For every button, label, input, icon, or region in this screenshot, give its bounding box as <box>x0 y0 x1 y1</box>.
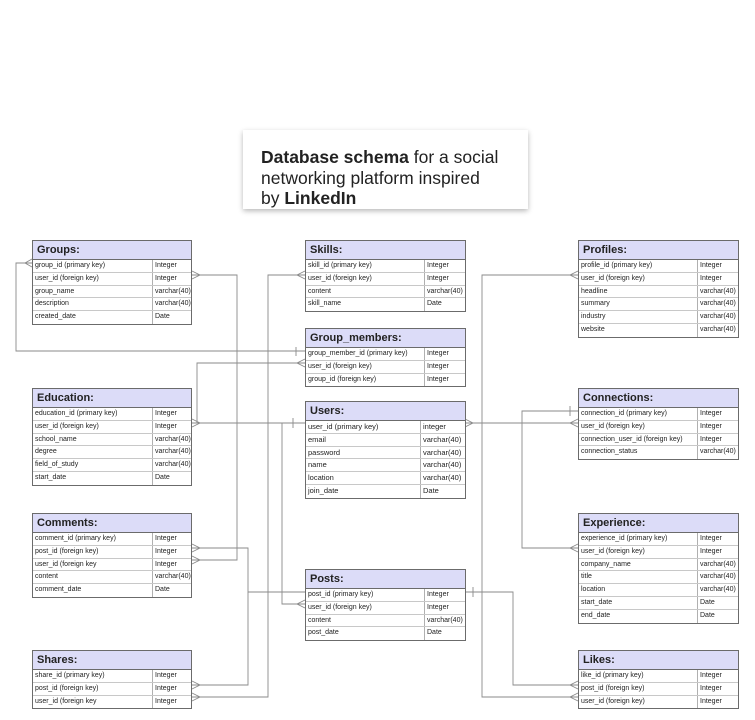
entity-connections[interactable] <box>578 388 739 460</box>
field-name: start_date <box>579 597 698 609</box>
field-name: group_name <box>33 286 153 298</box>
field-row <box>306 615 465 628</box>
field-row <box>306 459 465 472</box>
field-type: varchar(40) <box>427 616 463 624</box>
field-type: varchar(40) <box>155 573 191 581</box>
field-name: field_of_study <box>33 459 153 471</box>
field-type: Integer <box>427 362 449 370</box>
field-row <box>579 421 738 434</box>
comments-to-users-line <box>192 423 237 560</box>
field-row <box>33 408 191 421</box>
field-name: name <box>306 459 421 471</box>
field-row <box>33 446 191 459</box>
field-name: post_id (foreign key) <box>33 546 153 558</box>
field-type: varchar(40) <box>700 325 736 333</box>
comments-to-posts-line <box>192 548 307 592</box>
field-name: start_date <box>33 472 153 485</box>
field-name: user_id (foreign key) <box>306 273 425 285</box>
field-row <box>33 298 191 311</box>
entity-title: Profiles: <box>579 241 738 260</box>
entity-title: Experience: <box>579 514 738 533</box>
entity-title: Connections: <box>579 389 738 408</box>
field-name: user_id (foreign key) <box>306 361 425 373</box>
field-type: Integer <box>700 274 722 282</box>
field-row <box>306 348 465 361</box>
field-name: user_id (primary key) <box>306 421 421 433</box>
entity-title: Comments: <box>33 514 191 533</box>
field-type: varchar(40) <box>423 473 462 483</box>
field-type: varchar(40) <box>155 435 191 443</box>
entity-title: Users: <box>306 402 465 421</box>
entity-posts[interactable] <box>305 569 466 641</box>
field-type: varchar(40) <box>700 313 736 321</box>
field-row <box>579 273 738 286</box>
field-type: varchar(40) <box>700 448 736 456</box>
field-type: Integer <box>155 422 177 430</box>
field-type: Integer <box>155 274 177 282</box>
field-row <box>33 559 191 572</box>
field-type: varchar(40) <box>423 434 462 444</box>
field-row <box>579 559 738 572</box>
field-row <box>579 446 738 459</box>
entity-skills[interactable] <box>305 240 466 312</box>
field-row <box>579 324 738 337</box>
field-name: profile_id (primary key) <box>579 260 698 272</box>
field-type: Integer <box>700 410 722 417</box>
field-name: connection_user_id (foreign key) <box>579 434 698 446</box>
field-name: email <box>306 434 421 446</box>
field-row <box>306 472 465 485</box>
field-type: varchar(40) <box>700 573 736 581</box>
field-row <box>579 597 738 610</box>
users-to-likes-line <box>482 423 578 697</box>
field-type: Integer <box>427 375 449 383</box>
field-type: Integer <box>155 410 177 417</box>
field-row <box>33 286 191 299</box>
field-name: user_id (foreign key) <box>579 696 698 709</box>
field-row <box>33 472 191 485</box>
field-name: skill_name <box>306 298 425 311</box>
field-row <box>33 311 191 324</box>
field-type: Integer <box>700 547 722 555</box>
entity-group-members[interactable] <box>305 328 466 387</box>
field-name: post_id (foreign key) <box>579 683 698 695</box>
field-name: user_id (foreign key <box>33 559 153 571</box>
users-to-experience-line <box>522 423 578 548</box>
field-row <box>33 696 191 709</box>
field-row <box>306 602 465 615</box>
field-row <box>33 546 191 559</box>
entity-likes[interactable] <box>578 650 739 709</box>
field-type: Integer <box>427 274 449 282</box>
field-row <box>579 434 738 447</box>
field-name: summary <box>579 298 698 310</box>
entity-shares[interactable] <box>32 650 192 709</box>
field-type: Integer <box>155 547 177 555</box>
field-name: user_id (foreign key) <box>579 546 698 558</box>
title-text-part: for a social <box>408 147 499 167</box>
shares-to-posts-line <box>192 592 248 685</box>
field-row <box>579 571 738 584</box>
field-type: Integer <box>427 591 449 598</box>
field-type: varchar(40) <box>700 560 736 568</box>
field-row <box>33 459 191 472</box>
field-name: education_id (primary key) <box>33 408 153 420</box>
field-type: varchar(40) <box>423 460 462 470</box>
diagram-title <box>243 130 528 209</box>
field-name: company_name <box>579 559 698 571</box>
users-to-profiles-line <box>465 275 578 423</box>
entity-education[interactable] <box>32 388 192 486</box>
field-name: description <box>33 298 153 310</box>
field-type: Date <box>155 473 170 481</box>
field-row <box>579 696 738 709</box>
field-name: group_member_id (primary key) <box>306 348 425 360</box>
field-name: password <box>306 447 421 459</box>
field-row <box>306 447 465 460</box>
field-row <box>306 485 465 498</box>
field-name: experience_id (primary key) <box>579 533 698 545</box>
field-name: connection_status <box>579 446 698 459</box>
field-type: Integer <box>155 560 177 568</box>
field-type: Integer <box>155 262 177 269</box>
field-type: varchar(40) <box>700 300 736 308</box>
field-name: degree <box>33 446 153 458</box>
field-type: Date <box>423 485 439 495</box>
field-name: website <box>579 324 698 337</box>
entity-profiles[interactable] <box>578 240 739 338</box>
field-type: Integer <box>700 435 722 443</box>
field-type: Date <box>427 300 442 308</box>
field-type: varchar(40) <box>700 287 736 295</box>
field-type: varchar(40) <box>155 287 191 295</box>
field-name: post_id (foreign key) <box>33 683 153 695</box>
entity-users[interactable] <box>305 401 466 499</box>
field-type: Integer <box>700 697 722 705</box>
field-name: group_id (foreign key) <box>306 374 425 387</box>
field-row <box>579 584 738 597</box>
field-name: end_date <box>579 610 698 623</box>
field-row <box>33 670 191 683</box>
field-type: Integer <box>700 422 722 430</box>
field-row <box>306 298 465 311</box>
field-name: comment_id (primary key) <box>33 533 153 545</box>
field-row <box>306 627 465 640</box>
field-row <box>306 374 465 387</box>
title-bold-part: Database schema <box>261 147 409 167</box>
field-name: headline <box>579 286 698 298</box>
skills-to-users-line <box>268 275 305 423</box>
field-name: school_name <box>33 434 153 446</box>
field-name: industry <box>579 311 698 323</box>
entity-title: Skills: <box>306 241 465 260</box>
field-row <box>306 273 465 286</box>
entity-title: Posts: <box>306 570 465 589</box>
field-type: Integer <box>700 535 722 542</box>
field-row <box>306 260 465 273</box>
field-row <box>306 286 465 299</box>
field-name: group_id (primary key) <box>33 260 153 272</box>
field-type: Integer <box>700 672 722 679</box>
field-row <box>579 610 738 623</box>
groups-to-users-line <box>192 275 307 423</box>
title-bold-part: LinkedIn <box>284 188 357 208</box>
field-row <box>33 273 191 286</box>
field-name: location <box>579 584 698 596</box>
entity-title: Groups: <box>33 241 191 260</box>
field-name: connection_id (primary key) <box>579 408 698 420</box>
field-row <box>33 571 191 584</box>
field-name: title <box>579 571 698 583</box>
field-name: content <box>306 286 425 298</box>
field-name: share_id (primary key) <box>33 670 153 682</box>
field-row <box>33 260 191 273</box>
title-text-part: by <box>261 188 285 208</box>
entity-title: Shares: <box>33 651 191 670</box>
field-row <box>306 421 465 434</box>
field-name: post_date <box>306 627 425 640</box>
field-type: Date <box>700 598 715 606</box>
field-type: varchar(40) <box>423 447 462 457</box>
field-row <box>33 683 191 696</box>
entity-groups[interactable] <box>32 240 192 325</box>
field-row <box>579 533 738 546</box>
field-type: varchar(40) <box>155 461 191 469</box>
field-row <box>306 434 465 447</box>
field-row <box>579 683 738 696</box>
field-name: content <box>306 615 425 627</box>
field-name: join_date <box>306 485 421 498</box>
field-type: varchar(40) <box>700 586 736 594</box>
field-type: Date <box>700 611 715 619</box>
field-row <box>33 584 191 597</box>
field-type: Date <box>427 629 442 637</box>
field-type: Integer <box>155 684 177 692</box>
field-type: varchar(40) <box>155 448 191 456</box>
field-row <box>33 533 191 546</box>
field-type: Integer <box>427 603 449 611</box>
field-name: content <box>33 571 153 583</box>
field-row <box>33 421 191 434</box>
field-name: created_date <box>33 311 153 324</box>
field-row <box>306 361 465 374</box>
entity-title: Group_members: <box>306 329 465 348</box>
field-row <box>579 546 738 559</box>
field-row <box>579 298 738 311</box>
field-type: Integer <box>155 697 177 705</box>
field-type: Date <box>155 313 170 321</box>
field-name: like_id (primary key) <box>579 670 698 682</box>
field-row <box>579 260 738 273</box>
field-type: varchar(40) <box>155 300 191 308</box>
posts-to-users-line <box>282 423 305 604</box>
entity-experience[interactable] <box>578 513 739 624</box>
field-row <box>579 286 738 299</box>
field-name: skill_id (primary key) <box>306 260 425 272</box>
field-type: Integer <box>155 535 177 542</box>
field-row <box>306 589 465 602</box>
title-line-2: networking platform inspired <box>261 167 480 188</box>
field-name: comment_date <box>33 584 153 597</box>
field-type: Integer <box>427 262 449 269</box>
field-name: user_id (foreign key) <box>579 273 698 285</box>
field-type: varchar(40) <box>427 287 463 295</box>
field-name: location <box>306 472 421 484</box>
field-name: user_id (foreign key) <box>33 273 153 285</box>
field-row <box>579 311 738 324</box>
field-type: Integer <box>155 672 177 679</box>
field-name: user_id (foreign key) <box>306 602 425 614</box>
field-type: Date <box>155 586 170 594</box>
field-row <box>579 670 738 683</box>
field-name: user_id (foreign key) <box>579 421 698 433</box>
field-type: Integer <box>700 684 722 692</box>
entity-title: Likes: <box>579 651 738 670</box>
field-name: post_id (primary key) <box>306 589 425 601</box>
field-name: user_id (foreign key <box>33 696 153 709</box>
field-row <box>579 408 738 421</box>
field-type: Integer <box>700 262 722 269</box>
field-type: Integer <box>427 350 449 357</box>
entity-comments[interactable] <box>32 513 192 598</box>
group-members-to-users-line <box>197 363 305 423</box>
field-row <box>33 434 191 447</box>
field-name: user_id (foreign key) <box>33 421 153 433</box>
field-type: integer <box>423 422 446 431</box>
entity-title: Education: <box>33 389 191 408</box>
